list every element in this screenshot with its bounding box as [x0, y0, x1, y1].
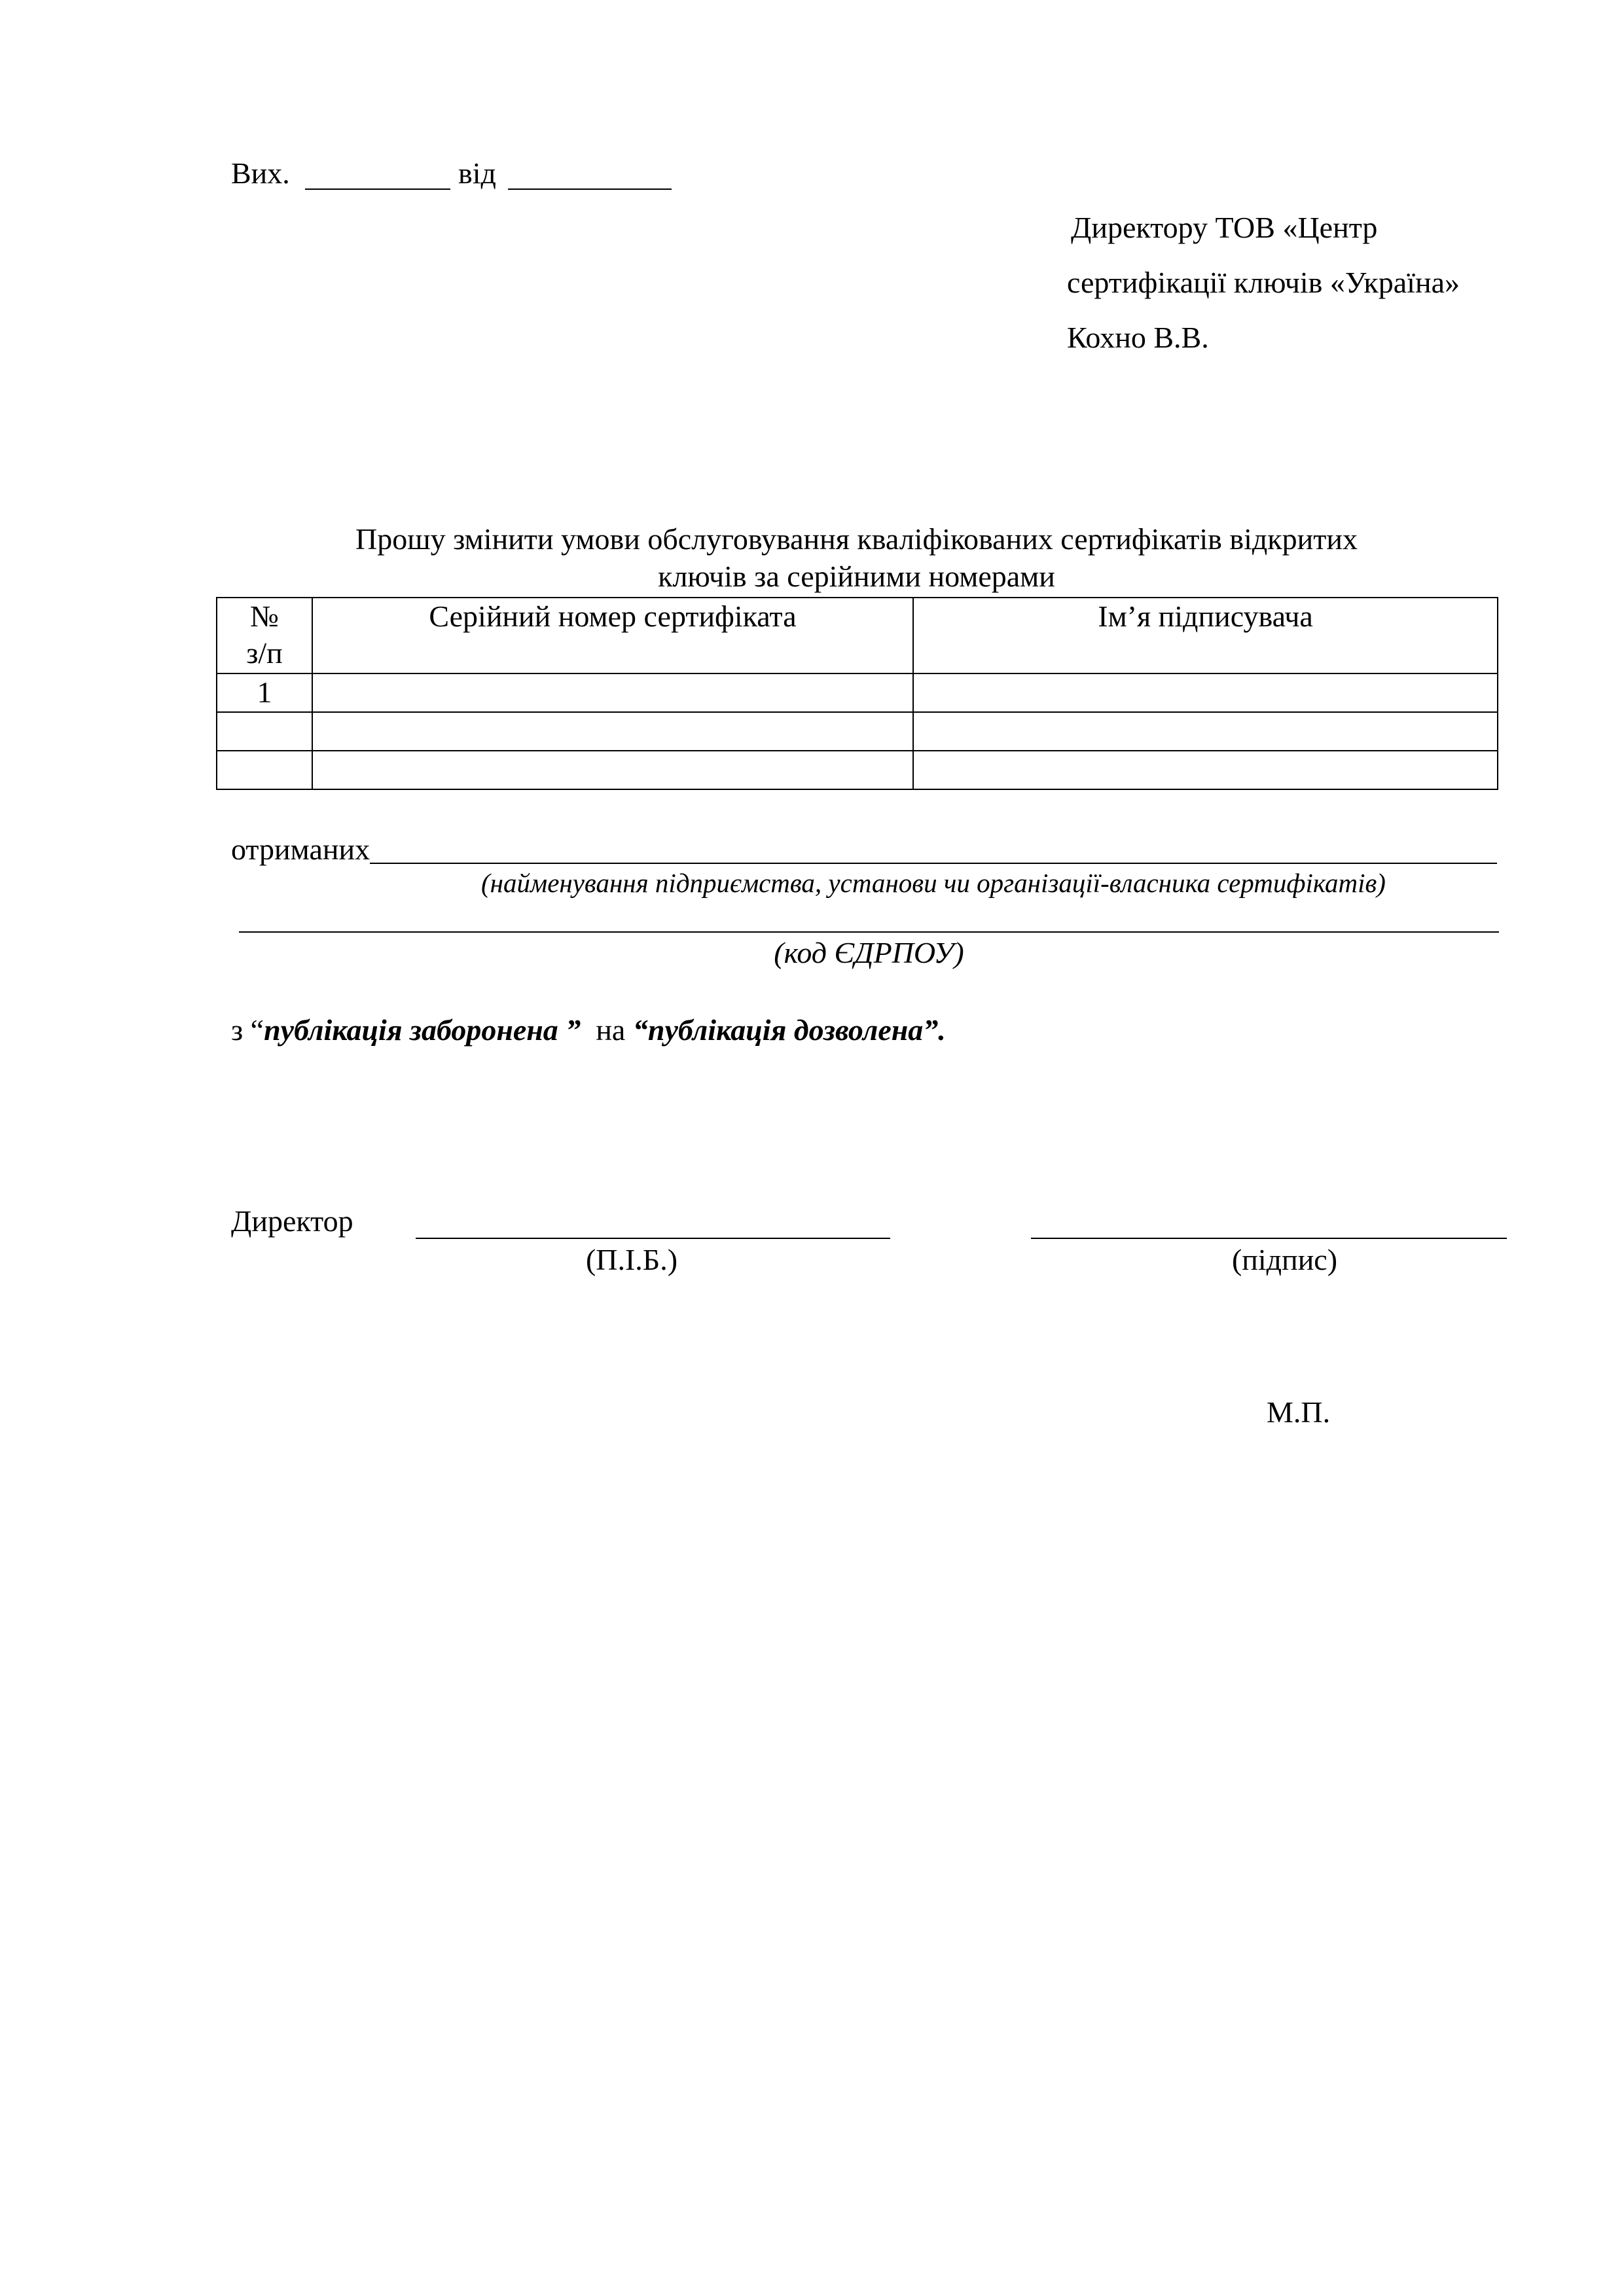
- header-signer: Ім’я підписувача: [913, 598, 1498, 673]
- serial-cell[interactable]: [312, 673, 913, 712]
- request-line-1: Прошу змінити умови обслуговування кваліфікованих сертифікатів відкритих: [355, 522, 1358, 556]
- full-name-caption: (П.І.Б.): [585, 1243, 678, 1276]
- table-row: [217, 751, 1498, 789]
- edrpou-caption: (код ЄДРПОУ): [774, 936, 964, 969]
- signature-role: Директор: [231, 1204, 353, 1238]
- addressee-line-3: Кохно В.В.: [1067, 321, 1209, 354]
- row-number-cell: [217, 751, 312, 789]
- row-number-cell: [217, 712, 312, 751]
- outgoing-number-field[interactable]: [305, 188, 450, 190]
- organization-caption: (найменування підприємства, установи чи організації-власника сертифікатів): [481, 868, 1386, 898]
- header-number: [217, 598, 312, 673]
- addressee-line-1: Директору ТОВ «Центр: [1071, 211, 1378, 244]
- signature-field[interactable]: [1031, 1238, 1507, 1239]
- header-number-symbol: №: [250, 600, 279, 633]
- outgoing-label: Вих.: [231, 156, 290, 190]
- full-name-field[interactable]: [416, 1238, 890, 1239]
- signer-cell[interactable]: [913, 751, 1498, 789]
- addressee-line-2: сертифікації ключів «Україна»: [1067, 266, 1460, 299]
- stamp-place: М.П.: [1267, 1395, 1331, 1429]
- received-label: отриманих: [231, 833, 370, 866]
- request-line-2: ключів за серійними номерами: [658, 560, 1055, 593]
- edrpou-field[interactable]: [239, 931, 1499, 933]
- change-middle: на: [596, 1013, 626, 1047]
- organization-name-field[interactable]: [370, 863, 1497, 864]
- outgoing-from-label: від: [458, 156, 496, 190]
- serial-cell[interactable]: [312, 751, 913, 789]
- header-serial: Серійний номер сертифіката: [312, 598, 913, 673]
- change-to-value: “публікація дозволена”.: [632, 1013, 946, 1047]
- change-statement: [231, 1015, 946, 1045]
- signer-cell[interactable]: [913, 712, 1498, 751]
- table-row: [217, 673, 1498, 712]
- signer-cell[interactable]: [913, 673, 1498, 712]
- change-prefix: з “: [231, 1013, 264, 1047]
- outgoing-date-field[interactable]: [508, 188, 672, 190]
- certificate-table: [216, 597, 1498, 790]
- row-number-cell: 1: [217, 673, 312, 712]
- serial-cell[interactable]: [312, 712, 913, 751]
- table-row: [217, 712, 1498, 751]
- header-number-abbrev: з/п: [246, 636, 283, 670]
- change-from-value: публікація заборонена ”: [264, 1013, 581, 1047]
- signature-caption: (підпис): [1231, 1243, 1338, 1276]
- table-header-row: [217, 598, 1498, 673]
